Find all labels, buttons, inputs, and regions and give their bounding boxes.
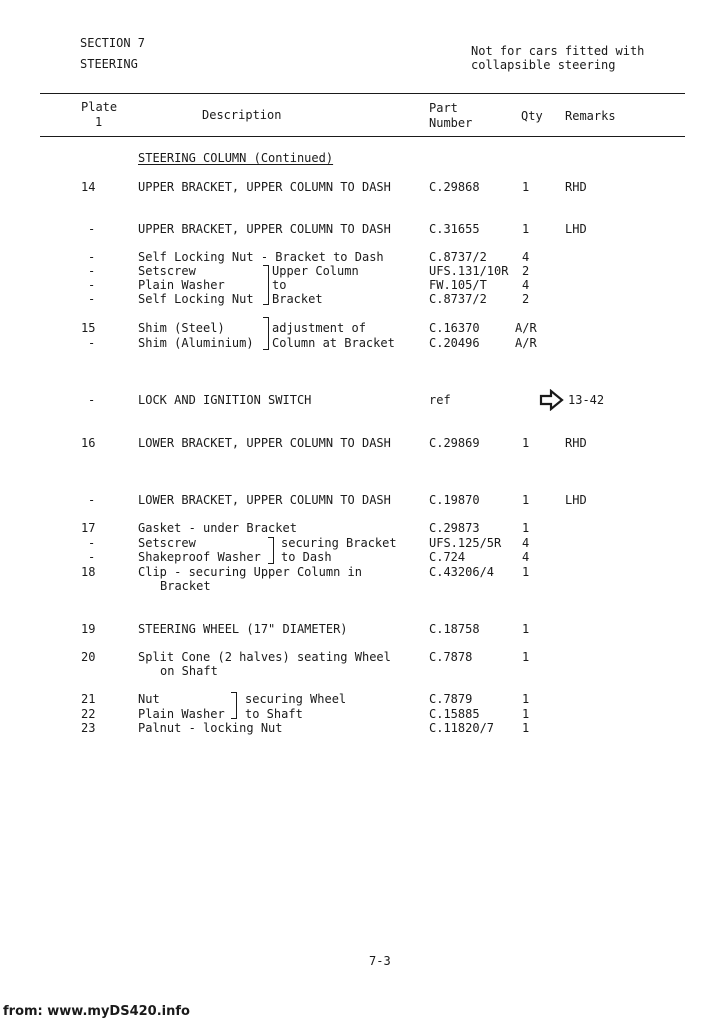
col-description: Description — [202, 108, 282, 122]
part-number-cell: FW.105/T — [429, 278, 487, 292]
qty-cell: A/R — [515, 321, 537, 335]
description-cell: LOCK AND IGNITION SWITCH — [138, 393, 312, 407]
plate-cell: 21 — [81, 692, 96, 706]
bracket-note: to Shaft — [245, 707, 303, 721]
part-number-cell: C.11820/7 — [429, 721, 495, 735]
description-cell: Gasket - under Bracket — [138, 521, 297, 535]
col-part: Part — [429, 101, 458, 115]
description-cell: Self Locking Nut - Bracket to Dash — [138, 250, 384, 264]
bracket-brace — [268, 537, 274, 564]
part-number-cell: C.8737/2 — [429, 250, 487, 264]
col-plate: Plate — [81, 100, 118, 114]
fitment-note: Not for cars fitted with — [471, 44, 645, 58]
col-part-number: Number — [429, 116, 473, 130]
description-cell: LOWER BRACKET, UPPER COLUMN TO DASH — [138, 493, 391, 507]
part-number-cell: C.7879 — [429, 692, 473, 706]
bracket-note: to — [272, 278, 287, 292]
bracket-note: securing Wheel — [245, 692, 347, 706]
part-number-cell: C.43206/4 — [429, 565, 495, 579]
plate-cell: - — [88, 336, 96, 350]
description-cell: Shim (Steel) — [138, 321, 225, 335]
part-number-cell: C.7878 — [429, 650, 473, 664]
remarks-cell: 13-42 — [568, 393, 605, 407]
description-cell: Plain Washer — [138, 707, 225, 721]
description-cell: Split Cone (2 halves) seating Wheel — [138, 650, 391, 664]
description-cell: STEERING WHEEL (17" DIAMETER) — [138, 622, 348, 636]
part-number-cell: UFS.131/10R — [429, 264, 509, 278]
description-cell: UPPER BRACKET, UPPER COLUMN TO DASH — [138, 180, 391, 194]
description-cell: Setscrew — [138, 536, 196, 550]
part-number-cell: C.16370 — [429, 321, 480, 335]
plate-cell: 22 — [81, 707, 96, 721]
qty-cell: 1 — [522, 707, 530, 721]
plate-cell: 18 — [81, 565, 96, 579]
header-top-rule — [40, 93, 685, 94]
qty-cell: 1 — [522, 180, 530, 194]
bracket-note: adjustment of — [272, 321, 366, 335]
qty-cell: 4 — [522, 278, 530, 292]
bracket-note: to Dash — [281, 550, 332, 564]
header-bottom-rule — [40, 136, 685, 137]
qty-cell: 1 — [522, 222, 530, 236]
part-number-cell: C.29868 — [429, 180, 480, 194]
qty-cell: 1 — [522, 436, 530, 450]
part-number-cell: C.29869 — [429, 436, 480, 450]
part-number-cell: C.31655 — [429, 222, 480, 236]
section-label: SECTION 7 — [80, 36, 146, 50]
description-cell: Self Locking Nut — [138, 292, 254, 306]
qty-cell: 1 — [522, 650, 530, 664]
source-footer: from: www.myDS420.info — [3, 1004, 190, 1019]
qty-cell: 2 — [522, 264, 530, 278]
bracket-brace — [263, 265, 269, 305]
qty-cell: 1 — [522, 565, 530, 579]
plate-cell: 20 — [81, 650, 96, 664]
plate-cell: - — [88, 493, 96, 507]
plate-cell: 23 — [81, 721, 96, 735]
bracket-note: securing Bracket — [281, 536, 397, 550]
plate-cell: - — [88, 536, 96, 550]
plate-cell: - — [88, 264, 96, 278]
qty-cell: 1 — [522, 493, 530, 507]
qty-cell: 2 — [522, 292, 530, 306]
description-cell: Shim (Aluminium) — [138, 336, 254, 350]
part-number-cell: C.724 — [429, 550, 466, 564]
plate-cell: - — [88, 250, 96, 264]
part-number-cell: C.20496 — [429, 336, 480, 350]
outline-right-arrow-icon — [539, 389, 565, 411]
description-cell: Clip - securing Upper Column in — [138, 565, 362, 579]
part-number-cell: C.29873 — [429, 521, 480, 535]
col-qty: Qty — [521, 109, 543, 123]
part-number-cell: ref — [429, 393, 451, 407]
fitment-note-cont: collapsible steering — [471, 58, 616, 72]
plate-cell: 14 — [81, 180, 96, 194]
plate-cell: 19 — [81, 622, 96, 636]
bracket-note: Upper Column — [272, 264, 359, 278]
plate-cell: - — [88, 292, 96, 306]
plate-cell: - — [88, 550, 96, 564]
description-cell-cont: Bracket — [160, 579, 211, 593]
bracket-note: Bracket — [272, 292, 323, 306]
plate-cell: 17 — [81, 521, 96, 535]
section-title: STEERING — [80, 57, 138, 71]
page-number: 7-3 — [369, 954, 391, 968]
description-cell: Shakeproof Washer — [138, 550, 261, 564]
part-number-cell: C.19870 — [429, 493, 480, 507]
description-cell: Setscrew — [138, 264, 196, 278]
qty-cell: 1 — [522, 622, 530, 636]
qty-cell: 1 — [522, 692, 530, 706]
plate-cell: 15 — [81, 321, 96, 335]
description-cell: Plain Washer — [138, 278, 225, 292]
qty-cell: 4 — [522, 250, 530, 264]
qty-cell: 4 — [522, 536, 530, 550]
description-cell: UPPER BRACKET, UPPER COLUMN TO DASH — [138, 222, 391, 236]
part-number-cell: C.18758 — [429, 622, 480, 636]
plate-cell: 16 — [81, 436, 96, 450]
remarks-cell: RHD — [565, 180, 587, 194]
description-cell: Nut — [138, 692, 160, 706]
col-plate-number: 1 — [95, 115, 103, 129]
qty-cell: 1 — [522, 721, 530, 735]
qty-cell: 1 — [522, 521, 530, 535]
remarks-cell: RHD — [565, 436, 587, 450]
col-remarks: Remarks — [565, 109, 616, 123]
part-number-cell: C.15885 — [429, 707, 480, 721]
plate-cell: - — [88, 393, 96, 407]
plate-cell: - — [88, 278, 96, 292]
bracket-note: Column at Bracket — [272, 336, 395, 350]
remarks-cell: LHD — [565, 493, 587, 507]
part-number-cell: UFS.125/5R — [429, 536, 502, 550]
bracket-brace — [263, 317, 269, 350]
part-number-cell: C.8737/2 — [429, 292, 487, 306]
description-cell-cont: on Shaft — [160, 664, 218, 678]
description-cell: LOWER BRACKET, UPPER COLUMN TO DASH — [138, 436, 391, 450]
group-heading: STEERING COLUMN (Continued) — [138, 151, 334, 165]
plate-cell: - — [88, 222, 96, 236]
description-cell: Palnut - locking Nut — [138, 721, 283, 735]
qty-cell: A/R — [515, 336, 537, 350]
bracket-brace — [231, 692, 237, 719]
remarks-cell: LHD — [565, 222, 587, 236]
qty-cell: 4 — [522, 550, 530, 564]
